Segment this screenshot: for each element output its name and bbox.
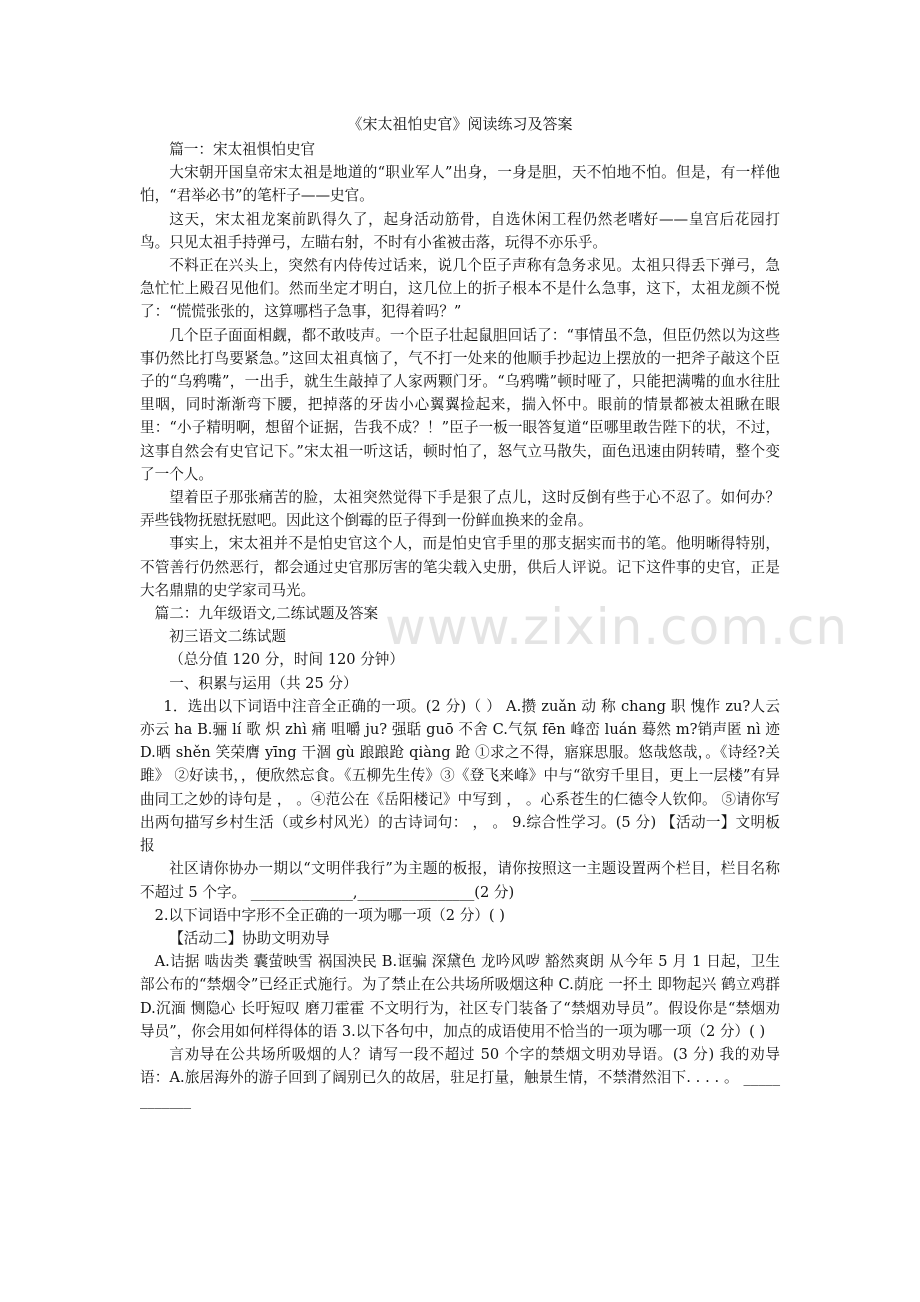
paragraph: 几个臣子面面相觑，都不敢吱声。一个臣子壮起鼠胆回话了：“事情虽不急，但臣仍然以为这些事仍然比打鸟要紧急。”这回太祖真恼了，气不打一处来的他顺手抄起边上摆放的一把斧子敲这个臣子的“乌鸦嘴”，一出手，就生生敲掉了人家两颗门牙。“乌鸦嘴”顿时哑了，只能把满嘴的血水往肚里咽，同时渐渐弯下腰，把掉落的牙齿小心翼翼捡起来，揣入怀中。眼前的情景都被太祖瞅在眼里：“小子精明啊，想留个证据，告我不成？！”臣子一板一眼答复道“臣哪里敢告陛下的状，不过，这事自然会有史官记下。”宋太祖一听这话，顿时怕了，怒气立马散失，面色迅速由阴转晴，整个变了一个人。: [140, 326, 780, 483]
part-heading: 一、积累与运用（共 25 分）: [169, 674, 358, 692]
paragraph: 大宋朝开国皇帝宋太祖是地道的“职业军人”出身，一身是胆，天不怕地不怕。但是，有一样他怕，“君举必书”的笔杆子——史官。: [140, 164, 780, 205]
paragraph: 言劝导在公共场所吸烟的人？请写一段不超过 50 个字的禁烟文明劝导语。(3 分) 我的劝导语：A.旅居海外的游子回到了阔别已久的故居，驻足打量，触景生情，不禁潸然泪下. . . . 。 ____________: [140, 1045, 780, 1110]
paragraph: A.诘据 啮齿类 囊萤映雪 祸国泱民 B.诓骗 深黛色 龙吟风哕 豁然爽朗 从今年 5 月 1 日起，卫生部公布的“禁烟令”已经正式施行。为了禁止在公共场所吸烟这种 C.荫庇 一抔土 即物起兴 鹤立鸡群 D.沉湎 恻隐心 长吁短叹 磨刀霍霍 不文明行为，社区专门装备了“禁烟劝导员”。假设你是“禁烟劝导员”，你会用如何样得体的语 3.以下各句中，加点的成语使用不恰当的一项为哪一项（2 分）( ): [140, 953, 780, 1040]
question-2: 2.以下词语中字形不全正确的一项为哪一项（2 分）( ): [154, 906, 505, 924]
watermark: www.zixin.com.cn: [385, 598, 849, 656]
paragraph: 这天，宋太祖龙案前趴得久了，起身活动筋骨，自选休闲工程仍然老嗜好——皇宫后花园打鸟。只见太祖手持弹弓，左瞄右射，不时有小雀被击落，玩得不亦乐乎。: [140, 210, 780, 251]
paragraph: 社区请你协办一期以“文明伴我行”为主题的板报，请你按照这一主题设置两个栏目，栏目名称不超过 5 个字。 ______________,________________(2 分): [140, 860, 780, 901]
document-page: [140, 112, 780, 1113]
paragraph: 望着臣子那张痛苦的脸，太祖突然觉得下手是狠了点儿，这时反倒有些于心不忍了。如何办？弄些钱物抚慰抚慰吧。因此这个倒霉的臣子得到一份鲜血换来的金帛。: [140, 489, 780, 530]
question-1: 1．选出以下词语中注音全正确的一项。(2 分)（ ） A.攒 zuǎn 动 称 chang 职 愧作 zu?人云亦云 ha B.骊 lí 歌 炽 zhì 痛 咀嚼 ju? 强聒 guō 不舍 C.气氛 fēn 峰峦 luán 蓦然 m?销声匿 nì 迹 D.晒 shěn 笑荣膺 yīng 干涸 gù 踉踉跄 qiàng 跄 ①求之不得，寤寐思服。悠哉悠哉，。《诗经?关雎》 ②好读书，，便欣然忘食。《五柳先生传》③《登飞来峰》中与“欲穷千里目，更上一层楼”有异曲同工之妙的诗句是 ， 。④范公在《岳阳楼记》中写到 ， 。心系苍生的仁德令人钦仰。 ⑤请你写出两句描写乡村生活（或乡村风光）的古诗词句： ， 。 9.综合性学习。(5 分) 【活动一】文明板报: [140, 697, 780, 855]
section-heading-1: 篇一：宋太祖惧怕史官: [169, 141, 316, 158]
paragraph: 不料正在兴头上，突然有内侍传过话来，说几个臣子声称有急务求见。太祖只得丢下弹弓，急急忙忙上殿召见他们。然而坐定才明白，这几位上的折子根本不是什么急事，这下，太祖龙颜不悦了：“慌慌张张的，这算哪档子急事，犯得着吗？”: [140, 257, 780, 321]
exam-info: （总分值 120 分，时间 120 分钟）: [169, 651, 404, 669]
paragraph: 事实上，宋太祖并不是怕史官这个人，而是怕史官手里的那支据实而书的笔。他明晰得特别，不管善行仍然恶行，都会通过史官那厉害的笔尖载入史册，供后人评说。记下这件事的史官，正是大名鼎鼎的史学家司马光。: [140, 535, 780, 599]
document-title: 《宋太祖怕史官》阅读练习及答案: [347, 115, 573, 133]
section-heading-2: 篇二：九年级语文,二练试题及答案: [154, 605, 379, 623]
activity-heading: 【活动二】协助文明劝导: [169, 929, 330, 947]
exam-title: 初三语文二练试题: [169, 628, 286, 646]
